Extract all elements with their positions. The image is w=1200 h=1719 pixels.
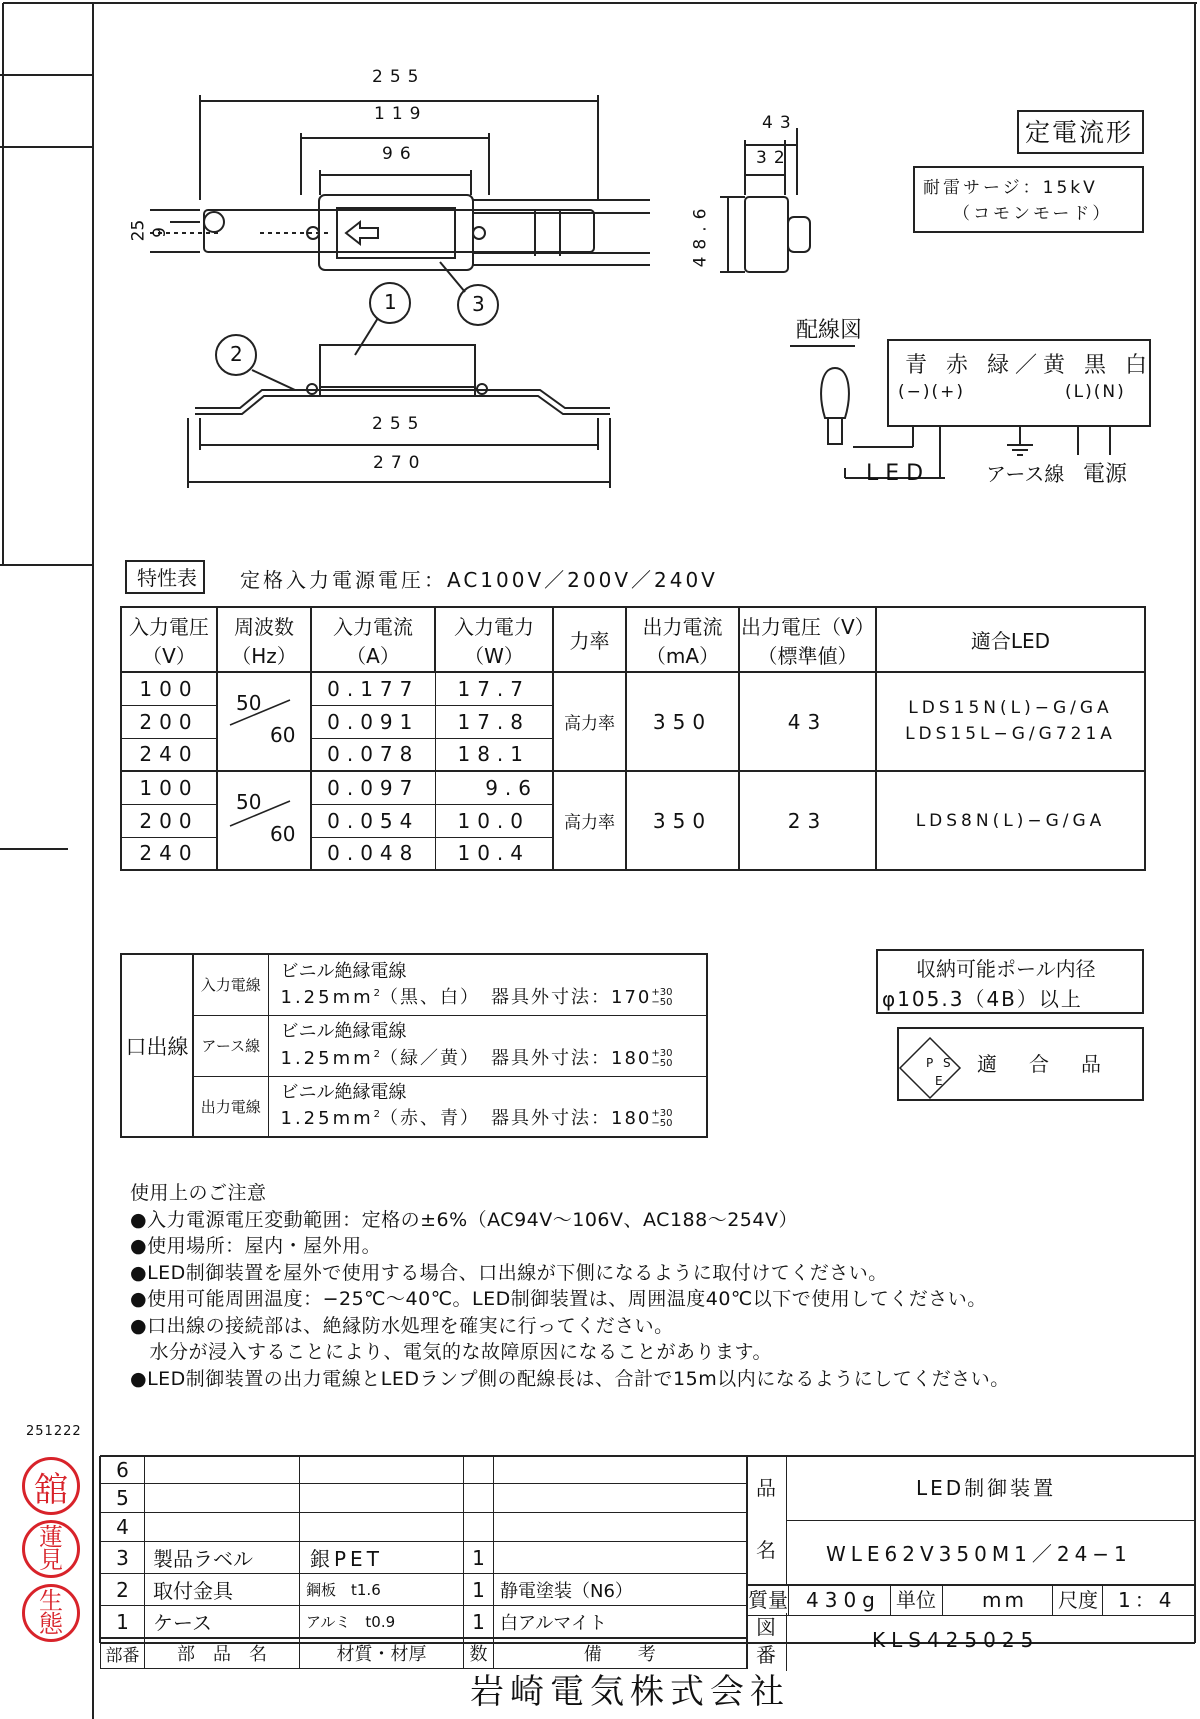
g2-voltage-1: 200: [121, 804, 217, 837]
note-6: 水分が浸入することにより、電気的な故障原因になることがあります。: [130, 1341, 772, 1363]
g1-out-voltage: 43: [739, 672, 876, 771]
usage-notes: [130, 1180, 1010, 1392]
part-name-3: 製品ラベル: [145, 1542, 300, 1574]
parts-hdr-material: 材質・材厚: [300, 1638, 464, 1668]
dim-32: 32: [756, 148, 792, 168]
hdr-freq-2: （Hz）: [231, 643, 297, 668]
lead-output-l3: （赤、青） 器具外寸法：180: [380, 1108, 652, 1130]
part-name-1: ケース: [145, 1606, 300, 1639]
g1-led-1: LDS15L−G/G721A: [905, 723, 1116, 744]
hdr-outv-2: （標準値）: [757, 643, 858, 668]
lead-output-sup: 2: [373, 1109, 381, 1121]
leads-title: 口出線: [121, 954, 193, 1137]
part-no-4: 4: [101, 1513, 145, 1542]
leads-table: [120, 953, 708, 1138]
g2-power-0: 9.6: [435, 771, 553, 804]
dim-43: 43: [762, 113, 798, 133]
mass-row: [746, 1584, 1195, 1616]
note-5: ●口出線の接続部は、絶縁防水処理を確実に行ってください。: [130, 1314, 674, 1337]
wiring-polarity-right: (L)(N): [1065, 382, 1126, 402]
g2-led-0: LDS8N(L)−G/GA: [876, 771, 1145, 870]
g2-current-1: 0.054: [311, 804, 435, 837]
model-cell: [786, 1520, 1195, 1584]
seal-stamp-1: [22, 1457, 80, 1515]
part-no-5: 5: [101, 1484, 145, 1513]
note-3: ●LED制御装置を屋外で使用する場合、口出線が下側になるように取付けてください。: [130, 1261, 888, 1284]
g1-current-1: 0.091: [311, 705, 435, 738]
seal-stamp-2: [22, 1520, 80, 1578]
g1-freq-50: 50: [236, 691, 262, 715]
product-name: LED制御装置: [916, 1476, 1057, 1500]
g2-voltage-2: 240: [121, 837, 217, 870]
part-name-6: [145, 1457, 300, 1484]
spec-table: [120, 606, 1146, 871]
parts-table: [100, 1456, 748, 1669]
hdr-led: 適合LED: [876, 607, 1145, 672]
g2-voltage-0: 100: [121, 771, 217, 804]
g1-current-0: 0.177: [311, 672, 435, 705]
wiring-power-label: 電源: [1083, 462, 1128, 487]
part-mat-3: 銀PET: [300, 1542, 464, 1574]
wiring-title: 配線図: [796, 318, 863, 343]
seal-3-b: 態: [39, 1610, 63, 1638]
model-number: WLE62V350M1／24−1: [826, 1542, 1132, 1566]
g2-current-0: 0.097: [311, 771, 435, 804]
part-qty-1: 1: [464, 1606, 494, 1639]
callout-1: 1: [384, 290, 397, 314]
part-name-5: [145, 1484, 300, 1513]
seal-2-b: 見: [39, 1546, 63, 1574]
surge-box: [913, 166, 1144, 233]
unit-value: mm: [982, 1588, 1027, 1612]
pse-p: P: [926, 1056, 934, 1070]
pse-label: 適 合 品: [977, 1052, 1107, 1076]
dim-255-bottom: 255: [372, 414, 426, 434]
label-zu: 図: [756, 1615, 776, 1639]
parts-hdr-no: 部番: [101, 1638, 145, 1668]
spec-title: 特性表: [137, 566, 197, 590]
hdr-pf: 力率: [553, 607, 626, 672]
hdr-power-1: 入力電力: [454, 614, 534, 639]
seal-3-a: 生: [39, 1587, 63, 1616]
g1-current-2: 0.078: [311, 738, 435, 771]
hdr-outc-2: （mA）: [645, 643, 720, 668]
dim-9: 9: [149, 227, 170, 238]
part-qty-5: [464, 1484, 494, 1513]
parts-hdr-qty: 数: [464, 1638, 494, 1668]
label-mei: 名: [756, 1538, 776, 1562]
lead-name-output: 出力電線: [193, 1076, 268, 1137]
lead-earth-tol-up: +30: [651, 1047, 673, 1059]
part-note-6: [494, 1457, 747, 1484]
spec-title-box: [125, 560, 205, 594]
part-mat-1: アルミ t0.9: [300, 1606, 464, 1639]
scale-value: 1：4: [1118, 1588, 1176, 1612]
dim-48-6: 48.6: [690, 201, 711, 268]
lead-input-sup: 2: [373, 987, 381, 999]
part-no-2: 2: [101, 1574, 145, 1606]
g2-out-current: 350: [626, 771, 739, 870]
lead-input-tol-up: +30: [651, 986, 673, 998]
product-cell: [786, 1456, 1195, 1521]
g1-voltage-0: 100: [121, 672, 217, 705]
lead-input-tol-dn: −50: [651, 996, 673, 1008]
part-note-3: [494, 1542, 747, 1574]
dim-119: 119: [374, 104, 428, 124]
dim-270: 270: [373, 453, 427, 473]
wiring-colors: 青 赤 緑／黄 黒 白: [905, 353, 1153, 378]
g1-voltage-1: 200: [121, 705, 217, 738]
hdr-voltage-1: 入力電圧: [129, 614, 209, 639]
label-scale: 尺度: [1058, 1588, 1098, 1612]
part-note-2: 静電塗装（N6）: [494, 1574, 747, 1606]
hdr-outc-1: 出力電流: [642, 614, 723, 639]
hdr-current-1: 入力電流: [333, 614, 413, 639]
note-0: 使用上のご注意: [130, 1182, 267, 1204]
label-hin: 品: [756, 1476, 776, 1500]
zuban-col: [746, 1613, 787, 1671]
g1-power-1: 17.8: [435, 705, 553, 738]
rated-voltage: 定格入力電源電圧：AC100V／200V／240V: [240, 568, 718, 592]
dim-25: 25: [128, 219, 149, 242]
part-note-4: [494, 1513, 747, 1542]
lead-earth-l3: （緑／黄） 器具外寸法：180: [380, 1047, 652, 1069]
hdr-power-2: （W）: [464, 643, 524, 668]
note-7: ●LED制御装置の出力電線とLEDランプ側の配線長は、合計で15m以内になるようにしてください。: [130, 1367, 1010, 1390]
lead-input-size: 1.25mm: [280, 986, 374, 1008]
seal-stamp-3: [22, 1584, 80, 1642]
type-label: 定電流形: [1025, 118, 1134, 147]
hdr-outv-1: 出力電圧（V）: [741, 614, 875, 639]
hdr-current-2: （A）: [346, 643, 400, 668]
seal-2-a: 蓮: [39, 1523, 63, 1552]
g1-power-2: 18.1: [435, 738, 553, 771]
part-qty-4: [464, 1513, 494, 1542]
type-box: [1017, 110, 1144, 154]
part-name-4: [145, 1513, 300, 1542]
company-name: 岩崎電気株式会社: [470, 1672, 790, 1712]
parts-hdr-name: 部 品 名: [145, 1638, 300, 1668]
dim-96: 96: [382, 144, 418, 164]
callout-2: 2: [230, 342, 243, 366]
mass-value: 430g: [806, 1588, 881, 1612]
part-qty-6: [464, 1457, 494, 1484]
g1-power-0: 17.7: [435, 672, 553, 705]
g1-freq-60: 60: [270, 723, 296, 747]
part-mat-2: 鋼板 t1.6: [300, 1574, 464, 1606]
surge-line2: （コモンモード）: [953, 204, 1113, 224]
part-note-1: 白アルマイト: [494, 1606, 747, 1639]
part-mat-5: [300, 1484, 464, 1513]
lead-name-earth: アース線: [193, 1015, 268, 1076]
label-unit: 単位: [896, 1588, 936, 1612]
lead-earth-tol-dn: −50: [651, 1057, 673, 1069]
g2-out-voltage: 23: [739, 771, 876, 870]
drawing-number: KLS425025: [872, 1628, 1040, 1652]
surge-line1: 耐雷サージ：15kV: [923, 178, 1098, 198]
hdr-voltage-2: （V）: [142, 643, 196, 668]
g2-power-1: 10.0: [435, 804, 553, 837]
pole-line1: 収納可能ポール内径: [916, 957, 1096, 981]
note-2: ●使用場所：屋内・屋外用。: [130, 1235, 382, 1257]
lead-earth-size: 1.25mm: [280, 1047, 374, 1069]
lead-earth-sup: 2: [373, 1048, 381, 1060]
g2-power-2: 10.4: [435, 837, 553, 870]
part-note-5: [494, 1484, 747, 1513]
g2-freq-60: 60: [270, 822, 296, 846]
g1-pf: 高力率: [553, 672, 626, 771]
part-qty-3: 1: [464, 1542, 494, 1574]
parts-hdr-note: 備 考: [494, 1638, 747, 1668]
hdr-freq-1: 周波数: [234, 614, 294, 639]
callout-circles: [216, 262, 498, 390]
pole-line2: φ105.3（4B）以上: [882, 987, 1083, 1011]
part-qty-2: 1: [464, 1574, 494, 1606]
label-ban: 番: [756, 1643, 776, 1667]
lead-output-tol-dn: −50: [651, 1118, 673, 1130]
part-mat-6: [300, 1457, 464, 1484]
g1-led-0: LDS15N(L)−G/GA: [908, 698, 1113, 718]
g2-current-2: 0.048: [311, 837, 435, 870]
dim-255-top: 255: [372, 67, 426, 87]
part-name-2: 取付金具: [145, 1574, 300, 1606]
pse-e: E: [935, 1074, 943, 1088]
part-no-6: 6: [101, 1457, 145, 1484]
pole-box: [876, 949, 1144, 1014]
seal-1-text: 舘: [34, 1469, 68, 1510]
lead-output-l1: ビニル絶縁電線: [280, 1082, 407, 1104]
part-mat-4: [300, 1513, 464, 1542]
date-code: 251222: [26, 1424, 82, 1439]
part-no-3: 3: [101, 1542, 145, 1574]
label-mass: 質量: [748, 1588, 788, 1612]
wiring-polarity-left: (−)(+): [898, 382, 966, 402]
lead-earth-l1: ビニル絶縁電線: [280, 1021, 407, 1043]
note-4: ●使用可能周囲温度：−25℃〜40℃。LED制御装置は、周囲温度40℃以下で使用してください。: [130, 1288, 987, 1310]
g2-freq-50: 50: [236, 790, 262, 814]
lead-input-l3: （黒、白） 器具外寸法：170: [380, 986, 652, 1008]
lead-input-l1: ビニル絶縁電線: [280, 960, 407, 982]
note-1: ●入力電源電圧変動範囲：定格の±6%（AC94V〜106V、AC188〜254V）: [130, 1208, 798, 1231]
g1-voltage-2: 240: [121, 738, 217, 771]
hinmei-col: [746, 1456, 787, 1584]
lead-output-size: 1.25mm: [280, 1108, 374, 1130]
pse-box: [897, 1027, 1144, 1101]
callout-3: 3: [472, 292, 485, 316]
title-block: [746, 1456, 1195, 1667]
g1-out-current: 350: [626, 672, 739, 771]
g2-pf: 高力率: [553, 771, 626, 870]
part-no-1: 1: [101, 1606, 145, 1639]
pse-s: S: [943, 1056, 951, 1070]
lead-name-input: 入力電線: [193, 954, 268, 1015]
wiring-led-label: LED: [866, 461, 931, 486]
lead-output-tol-up: +30: [651, 1108, 673, 1120]
wiring-earth-label: アース線: [986, 462, 1065, 486]
